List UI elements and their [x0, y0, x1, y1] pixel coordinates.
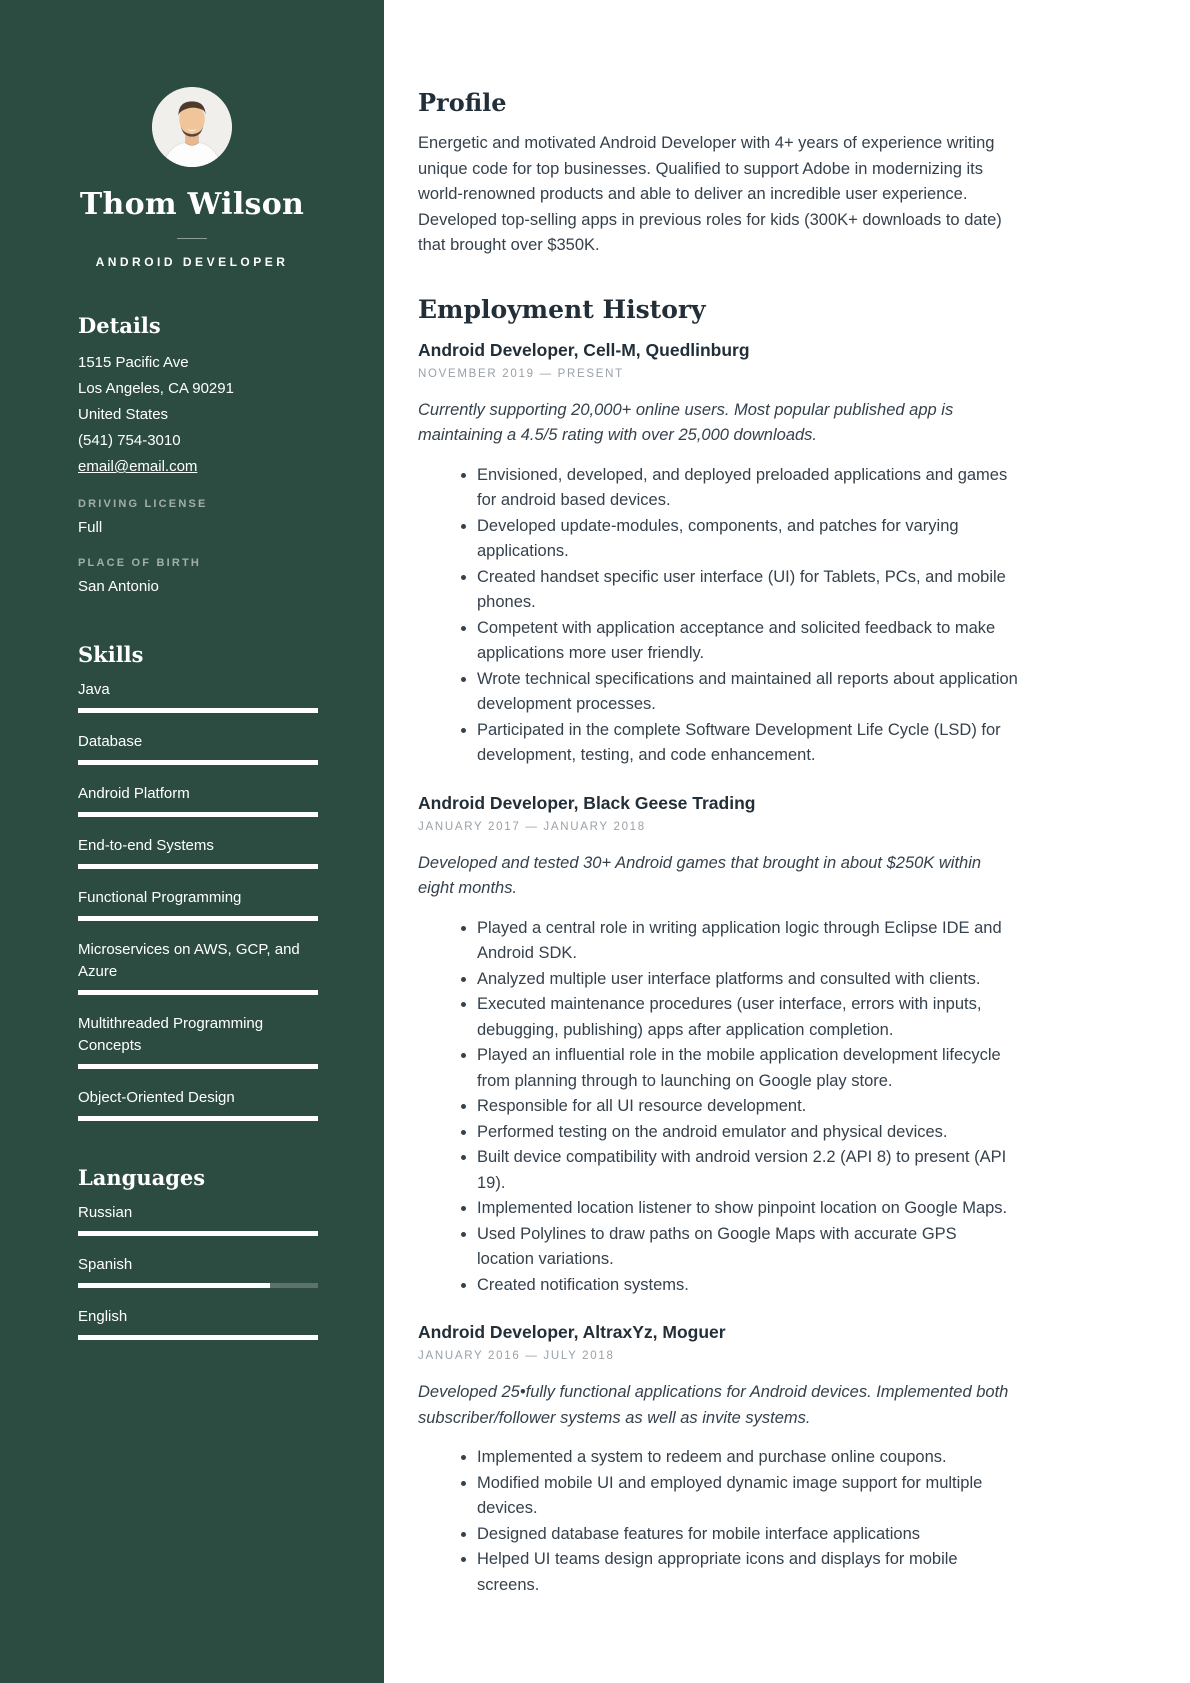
skill-bar — [78, 708, 318, 713]
job-bullet: • Responsible for all UI resource development. — [477, 1094, 1018, 1120]
job-dates: JANUARY 2017 — JANUARY 2018 — [418, 820, 646, 833]
skill-bar — [78, 916, 318, 921]
driving-license-value: Full — [78, 519, 103, 536]
driving-license-label: DRIVING LICENSE — [78, 498, 208, 510]
skill-bar — [78, 990, 318, 995]
job-bullet: • Designed database features for mobile interface applications — [477, 1522, 1018, 1548]
main-content — [384, 0, 1190, 1683]
job-bullet: • Wrote technical specifications and maintained all reports about application development processes. — [477, 667, 1018, 718]
job-entry — [418, 791, 1018, 1299]
skill-label: Database — [78, 733, 143, 750]
job-bullet: • Envisioned, developed, and deployed preloaded applications and games for android based devices. — [477, 463, 1018, 514]
skill-bar — [78, 812, 318, 817]
skill-item — [78, 887, 318, 921]
language-bar — [78, 1335, 318, 1340]
languages-heading: Languages — [78, 1165, 206, 1190]
sidebar-header — [6, 87, 378, 269]
language-label: Russian — [78, 1204, 133, 1221]
skill-item — [78, 783, 318, 817]
job-entry — [418, 338, 1018, 769]
language-bar-fill — [78, 1231, 318, 1236]
skills-heading: Skills — [78, 642, 144, 667]
job-title: Android Developer, AltraxYz, Moguer — [418, 1322, 726, 1342]
email-link[interactable]: email@email.com — [78, 458, 198, 475]
skill-label: Java — [78, 681, 110, 698]
skill-bar-fill — [78, 864, 318, 869]
job-bullet: • Created handset specific user interface (UI) for Tablets, PCs, and mobile phones. — [477, 565, 1018, 616]
person-portrait-icon — [152, 87, 232, 167]
skill-label: Multithreaded Programming Concepts — [78, 1015, 264, 1054]
phone-number: (541) 754-3010 — [78, 432, 181, 449]
skill-label: Object-Oriented Design — [78, 1089, 235, 1106]
job-bullet: • Built device compatibility with android version 2.2 (API 8) to present (API 19). — [477, 1145, 1018, 1196]
profile-photo — [152, 87, 232, 167]
skill-bar — [78, 760, 318, 765]
sidebar — [0, 0, 384, 1683]
job-bullet: • Helped UI teams design appropriate icons and displays for mobile screens. — [477, 1547, 1018, 1598]
job-bullet: • Implemented location listener to show pinpoint location on Google Maps. — [477, 1196, 1018, 1222]
job-bullet-list — [418, 1445, 1018, 1598]
job-bullet-list — [418, 916, 1018, 1299]
language-item — [78, 1306, 318, 1340]
skill-item — [78, 1013, 318, 1069]
skill-bar-fill — [78, 916, 318, 921]
address-line-3: United States — [78, 406, 169, 423]
skill-label: Functional Programming — [78, 889, 242, 906]
job-bullet: • Played a central role in writing application logic through Eclipse IDE and Android SDK. — [477, 916, 1018, 967]
job-bullet: • Analyzed multiple user interface platforms and consulted with clients. — [477, 967, 1018, 993]
profile-heading: Profile — [418, 88, 507, 117]
job-title: Android Developer, Cell-M, Quedlinburg — [418, 339, 750, 360]
skill-bar — [78, 864, 318, 869]
job-title: Android Developer, Black Geese Trading — [418, 792, 756, 813]
address-line-2: Los Angeles, CA 90291 — [78, 380, 234, 397]
skill-item — [78, 1087, 318, 1121]
skill-bar-fill — [78, 1064, 318, 1069]
job-bullet: • Modified mobile UI and employed dynamic image support for multiple devices. — [477, 1471, 1018, 1522]
job-bullet: • Used Polylines to draw paths on Google Maps with accurate GPS location variations. — [477, 1222, 1018, 1273]
candidate-role: ANDROID DEVELOPER — [95, 255, 289, 269]
job-bullet: • Competent with application acceptance and solicited feedback to make applications more user friendly. — [477, 616, 1018, 667]
job-bullet: • Developed update-modules, components, and patches for varying applications. — [477, 514, 1018, 565]
skill-label: Android Platform — [78, 785, 190, 802]
language-label: Spanish — [78, 1256, 133, 1273]
language-bar-fill — [78, 1283, 270, 1288]
job-dates: JANUARY 2016 — JULY 2018 — [418, 1350, 615, 1362]
job-bullet: • Participated in the complete Software Development Life Cycle (LSD) for development, testing, and code enhancement. — [477, 718, 1018, 769]
job-bullet: • Performed testing on the android emulator and physical devices. — [477, 1120, 1018, 1146]
job-summary: Developed 25•fully functional applications for Android devices. Implemented both subscriber/follower systems as well as invite systems. — [418, 1383, 1009, 1427]
job-bullet: • Implemented a system to redeem and purchase online coupons. — [477, 1445, 1018, 1471]
language-bar-fill — [78, 1335, 318, 1340]
skill-label: Microservices on AWS, GCP, and Azure — [78, 941, 300, 980]
job-bullet: • Executed maintenance procedures (user interface, errors with inputs, debugging, publishing) apps after application completion. — [477, 992, 1018, 1043]
language-item — [78, 1254, 318, 1288]
language-item — [78, 1202, 318, 1236]
skill-item — [78, 679, 318, 713]
skill-item — [78, 731, 318, 765]
job-bullet-list — [418, 463, 1018, 769]
job-summary: Developed and tested 30+ Android games that brought in about $250K within eight months. — [418, 853, 982, 897]
language-bar — [78, 1283, 318, 1288]
skill-bar-fill — [78, 990, 318, 995]
candidate-name: Thom Wilson — [79, 187, 305, 222]
skill-bar — [78, 1064, 318, 1069]
skill-bar — [78, 1116, 318, 1121]
skill-bar-fill — [78, 708, 318, 713]
language-bar — [78, 1231, 318, 1236]
address-line-1: 1515 Pacific Ave — [78, 354, 189, 371]
skill-bar-fill — [78, 1116, 318, 1121]
job-bullet: • Created notification systems. — [477, 1273, 1018, 1299]
job-bullet: • Played an influential role in the mobile application development lifecycle from planning through to launching on Google play store. — [477, 1043, 1018, 1094]
job-entry — [418, 1320, 1018, 1598]
place-of-birth-value: San Antonio — [78, 578, 159, 595]
name-divider — [177, 238, 207, 239]
job-dates: NOVEMBER 2019 — PRESENT — [418, 367, 624, 380]
job-summary: Currently supporting 20,000+ online users. Most popular published app is maintaining a 4.5/5 rating with over 25,000 downloads. — [418, 400, 954, 444]
skill-bar-fill — [78, 760, 318, 765]
skill-label: End-to-end Systems — [78, 837, 214, 854]
skill-item — [78, 939, 318, 995]
employment-heading: Employment History — [418, 294, 706, 324]
skill-item — [78, 835, 318, 869]
profile-text: Energetic and motivated Android Developer with 4+ years of experience writing unique code for top businesses. Qualified to support Adobe in modernizing its world-renowned products and able to deliver an incredible user experience. Developed top-selling apps in previous roles for kids (300K+ downloads to date) that brought over $350K. — [418, 134, 1002, 254]
details-heading: Details — [78, 313, 161, 338]
skill-bar-fill — [78, 812, 318, 817]
place-of-birth-label: PLACE OF BIRTH — [78, 557, 202, 569]
language-label: English — [78, 1308, 128, 1325]
